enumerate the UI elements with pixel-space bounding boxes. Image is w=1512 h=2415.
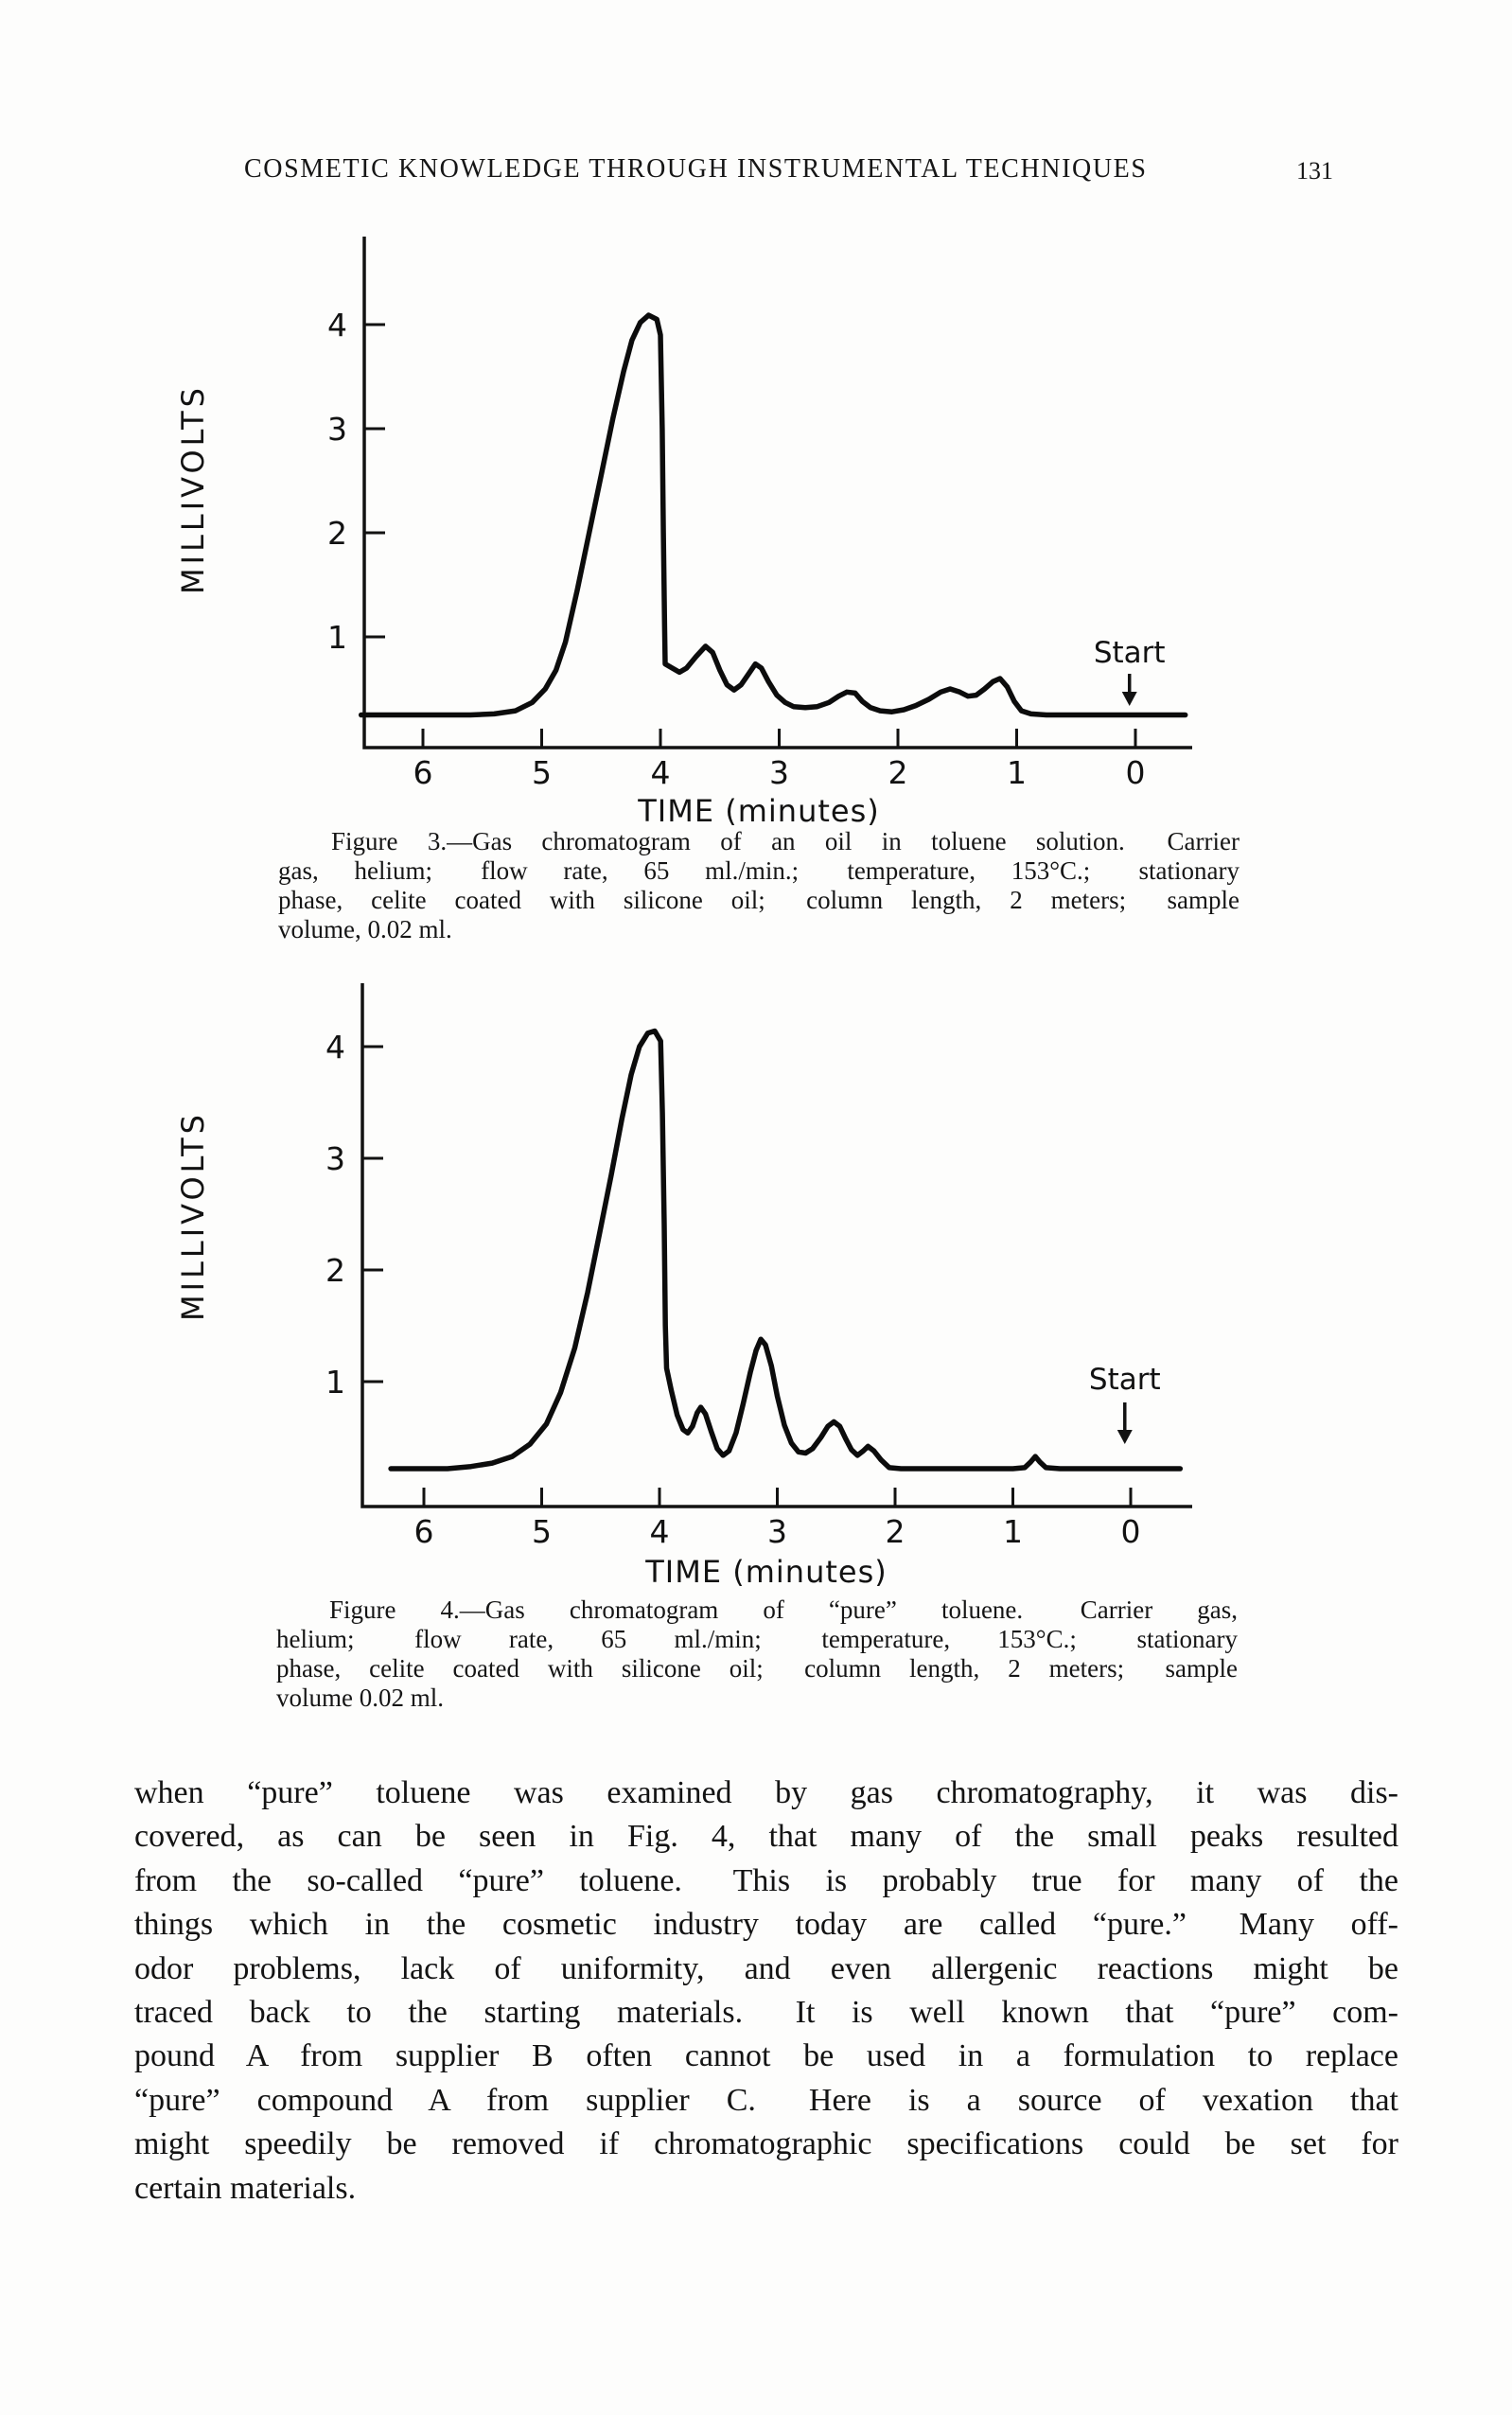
chromatogram-trace [361, 315, 1186, 714]
figure4-chart [142, 973, 1211, 1609]
x-tick-label: 6 [413, 754, 433, 791]
figure4-caption [276, 1595, 1238, 1713]
y-tick-label: 1 [325, 1364, 345, 1401]
caption-line: Figure 3.—Gas chromatogram of an oil in toluene solution. Carrier [331, 827, 1239, 855]
body-line: when “pure” toluene was examined by gas chromatography, it was dis- [134, 1775, 1398, 1810]
body-line: might speedily be removed if chromatographic specifications could be set for [134, 2126, 1398, 2162]
x-tick-label: 5 [532, 754, 552, 791]
body-line: pound A from supplier B often cannot be used in a formulation to replace [134, 2038, 1398, 2074]
y-tick-label: 2 [327, 515, 347, 552]
body-line: traced back to the starting materials. It is well known that “pure” com- [134, 1995, 1398, 2031]
x-tick-label: 3 [769, 754, 789, 791]
y-tick-label: 1 [327, 619, 347, 656]
caption-line: phase, celite coated with silicone oil; column length, 2 meters; sample [276, 1654, 1238, 1683]
axes [364, 237, 1192, 748]
body-line: covered, as can be seen in Fig. 4, that many of the small peaks resulted [134, 1819, 1398, 1855]
caption-line: volume 0.02 ml. [276, 1683, 444, 1712]
x-tick-label: 4 [650, 754, 671, 791]
body-line: things which in the cosmetic industry today are called “pure.” Many off- [134, 1907, 1398, 1943]
chromatogram-trace [391, 1031, 1180, 1470]
figure3-caption [278, 827, 1239, 944]
caption-line: volume, 0.02 ml. [278, 915, 452, 943]
start-label: Start [1093, 636, 1166, 670]
x-tick-label: 4 [649, 1513, 670, 1550]
running-title: COSMETIC KNOWLEDGE THROUGH INSTRUMENTAL TECHNIQUES [244, 154, 1148, 184]
y-tick-label: 2 [325, 1252, 345, 1289]
x-tick-label: 2 [888, 754, 908, 791]
y-axis-title: MILLIVOLTS [175, 1111, 211, 1321]
body-line: certain materials. [134, 2170, 357, 2206]
body-line: “pure” compound A from supplier C. Here is a source of vexation that [134, 2082, 1398, 2118]
y-tick-label: 3 [327, 411, 347, 448]
axes [362, 983, 1192, 1507]
caption-line: helium; flow rate, 65 ml./min; temperature, 153°C.; stationary [276, 1625, 1238, 1653]
body-paragraph [134, 1772, 1398, 2211]
body-line: from the so-called “pure” toluene. This is probably true for many of the [134, 1862, 1398, 1898]
y-tick-label: 4 [327, 307, 347, 344]
x-tick-label: 5 [532, 1513, 552, 1550]
x-axis-title: TIME (minutes) [638, 793, 880, 829]
body-line: odor problems, lack of uniformity, and even allergenic reactions might be [134, 1950, 1398, 1986]
start-arrowhead-icon [1122, 692, 1137, 706]
x-tick-label: 0 [1125, 754, 1146, 791]
start-arrowhead-icon [1117, 1430, 1133, 1444]
y-tick-label: 3 [325, 1140, 345, 1177]
start-label: Start [1088, 1363, 1161, 1397]
caption-line: gas, helium; flow rate, 65 ml./min.; temperature, 153°C.; stationary [278, 856, 1239, 885]
x-tick-label: 2 [885, 1513, 905, 1550]
caption-line: phase, celite coated with silicone oil; column length, 2 meters; sample [278, 886, 1239, 914]
y-tick-label: 4 [325, 1029, 345, 1066]
x-axis-title: TIME (minutes) [645, 1554, 888, 1590]
x-tick-label: 1 [1007, 754, 1027, 791]
x-tick-label: 3 [767, 1513, 787, 1550]
x-tick-label: 1 [1003, 1513, 1023, 1550]
figure3-chart [142, 225, 1211, 845]
y-axis-title: MILLIVOLTS [175, 384, 211, 594]
caption-line: Figure 4.—Gas chromatogram of “pure” toluene. Carrier gas, [329, 1595, 1238, 1624]
page-number: 131 [1296, 157, 1333, 185]
x-tick-label: 6 [413, 1513, 434, 1550]
x-tick-label: 0 [1120, 1513, 1141, 1550]
